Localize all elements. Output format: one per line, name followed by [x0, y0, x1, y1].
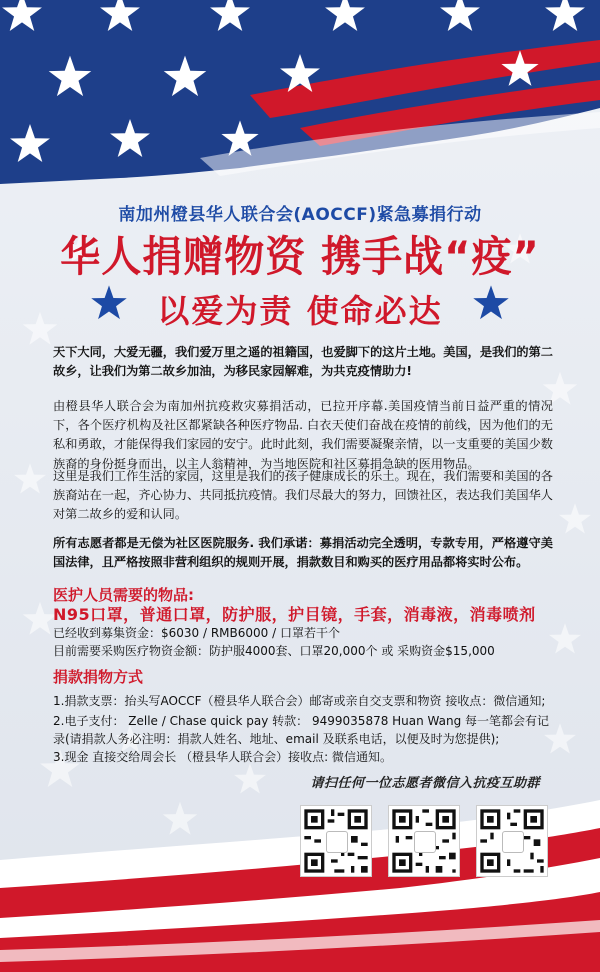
avatar — [326, 831, 348, 853]
org-title: 南加州橙县华人联合会(AOCCF)紧急募捐行动 — [118, 205, 482, 225]
needs-items: N95口罩，普通口罩，防护服，护目镜，手套，消毒液，消毒喷剂 — [53, 605, 536, 624]
campaign-paragraph: 由橙县华人联合会为南加州抗疫救灾募捐活动，已拉开序幕.美国疫情当前日益严重的情况下，各个医疗机构及社区都紧缺各种医疗物品. 白衣天使们奋战在疫情的前线，因为他们的无私和勇敢，才能保得我们家园的安宁。此时此刻，我们需要凝聚亲情，以一支重要的美国少数族裔的身份挺身而出，以主人翁精神，为当地医院和社区募捐急缺的医用物品。 — [53, 399, 553, 471]
avatar — [502, 831, 524, 853]
motto: 以爱为责 使命必达 — [157, 292, 443, 330]
intro-paragraph: 天下大同，大爱无疆，我们爱万里之遥的祖籍国，也爱脚下的这片土地。美国，是我们的第二故乡，让我们为第二故乡加油，为移民家园解难，为共克疫情助力! — [53, 345, 553, 379]
funds-received: 已经收到募集资金：$6030 / RMB6000 / 口罩若干个 — [53, 626, 340, 640]
qr-code[interactable] — [300, 805, 372, 877]
scan-note: 请扫任何一位志愿者微信入抗疫互助群 — [310, 776, 540, 791]
community-paragraph: 这里是我们工作生活的家园，这里是我们的孩子健康成长的乐土。现在，我们需要和美国的各族裔站在一起，齐心协力、共同抵抗疫情。我们尽最大的努力，回馈社区，表达我们美国华人对第二故乡的爱和认同。 — [53, 469, 553, 522]
motto-row — [0, 282, 600, 332]
qr-code[interactable] — [476, 805, 548, 877]
donation-line: 2.电子支付： Zelle / Chase quick pay 转款： 9499035878 Huan Wang 每一笔都会有记 — [53, 714, 550, 728]
donation-line: 录(请捐款人务必注明：捐款人姓名、地址、email 及联系电话，以便及时为您提供); — [53, 732, 500, 746]
needs-title: 医护人员需要的物品: — [53, 586, 194, 604]
donation-line: 1.捐款支票：抬头写AOCCF（橙县华人联合会）邮寄或亲自交支票和物资 接收点：微信通知; — [53, 694, 546, 708]
avatar — [414, 831, 436, 853]
commitment-paragraph: 所有志愿者都是无偿为社区医院服务. 我们承诺：募捐活动完全透明，专款专用，严格遵守美国法律，且严格按照非营利组织的规则开展，捐款数目和购买的医疗用品都将实时公布。 — [53, 536, 553, 570]
star-icon — [470, 284, 512, 324]
qr-code[interactable] — [388, 805, 460, 877]
donation-title: 捐款捐物方式 — [53, 668, 144, 686]
donation-line: 3.现金 直接交给周会长 （橙县华人联合会）接收点: 微信通知。 — [53, 750, 392, 764]
headline: 华人捐赠物资 携手战“疫” — [60, 233, 540, 282]
funds-required: 目前需要采购医疗物资金额：防护服4000套、口罩20,000个 或 采购资金$15,000 — [53, 644, 495, 658]
